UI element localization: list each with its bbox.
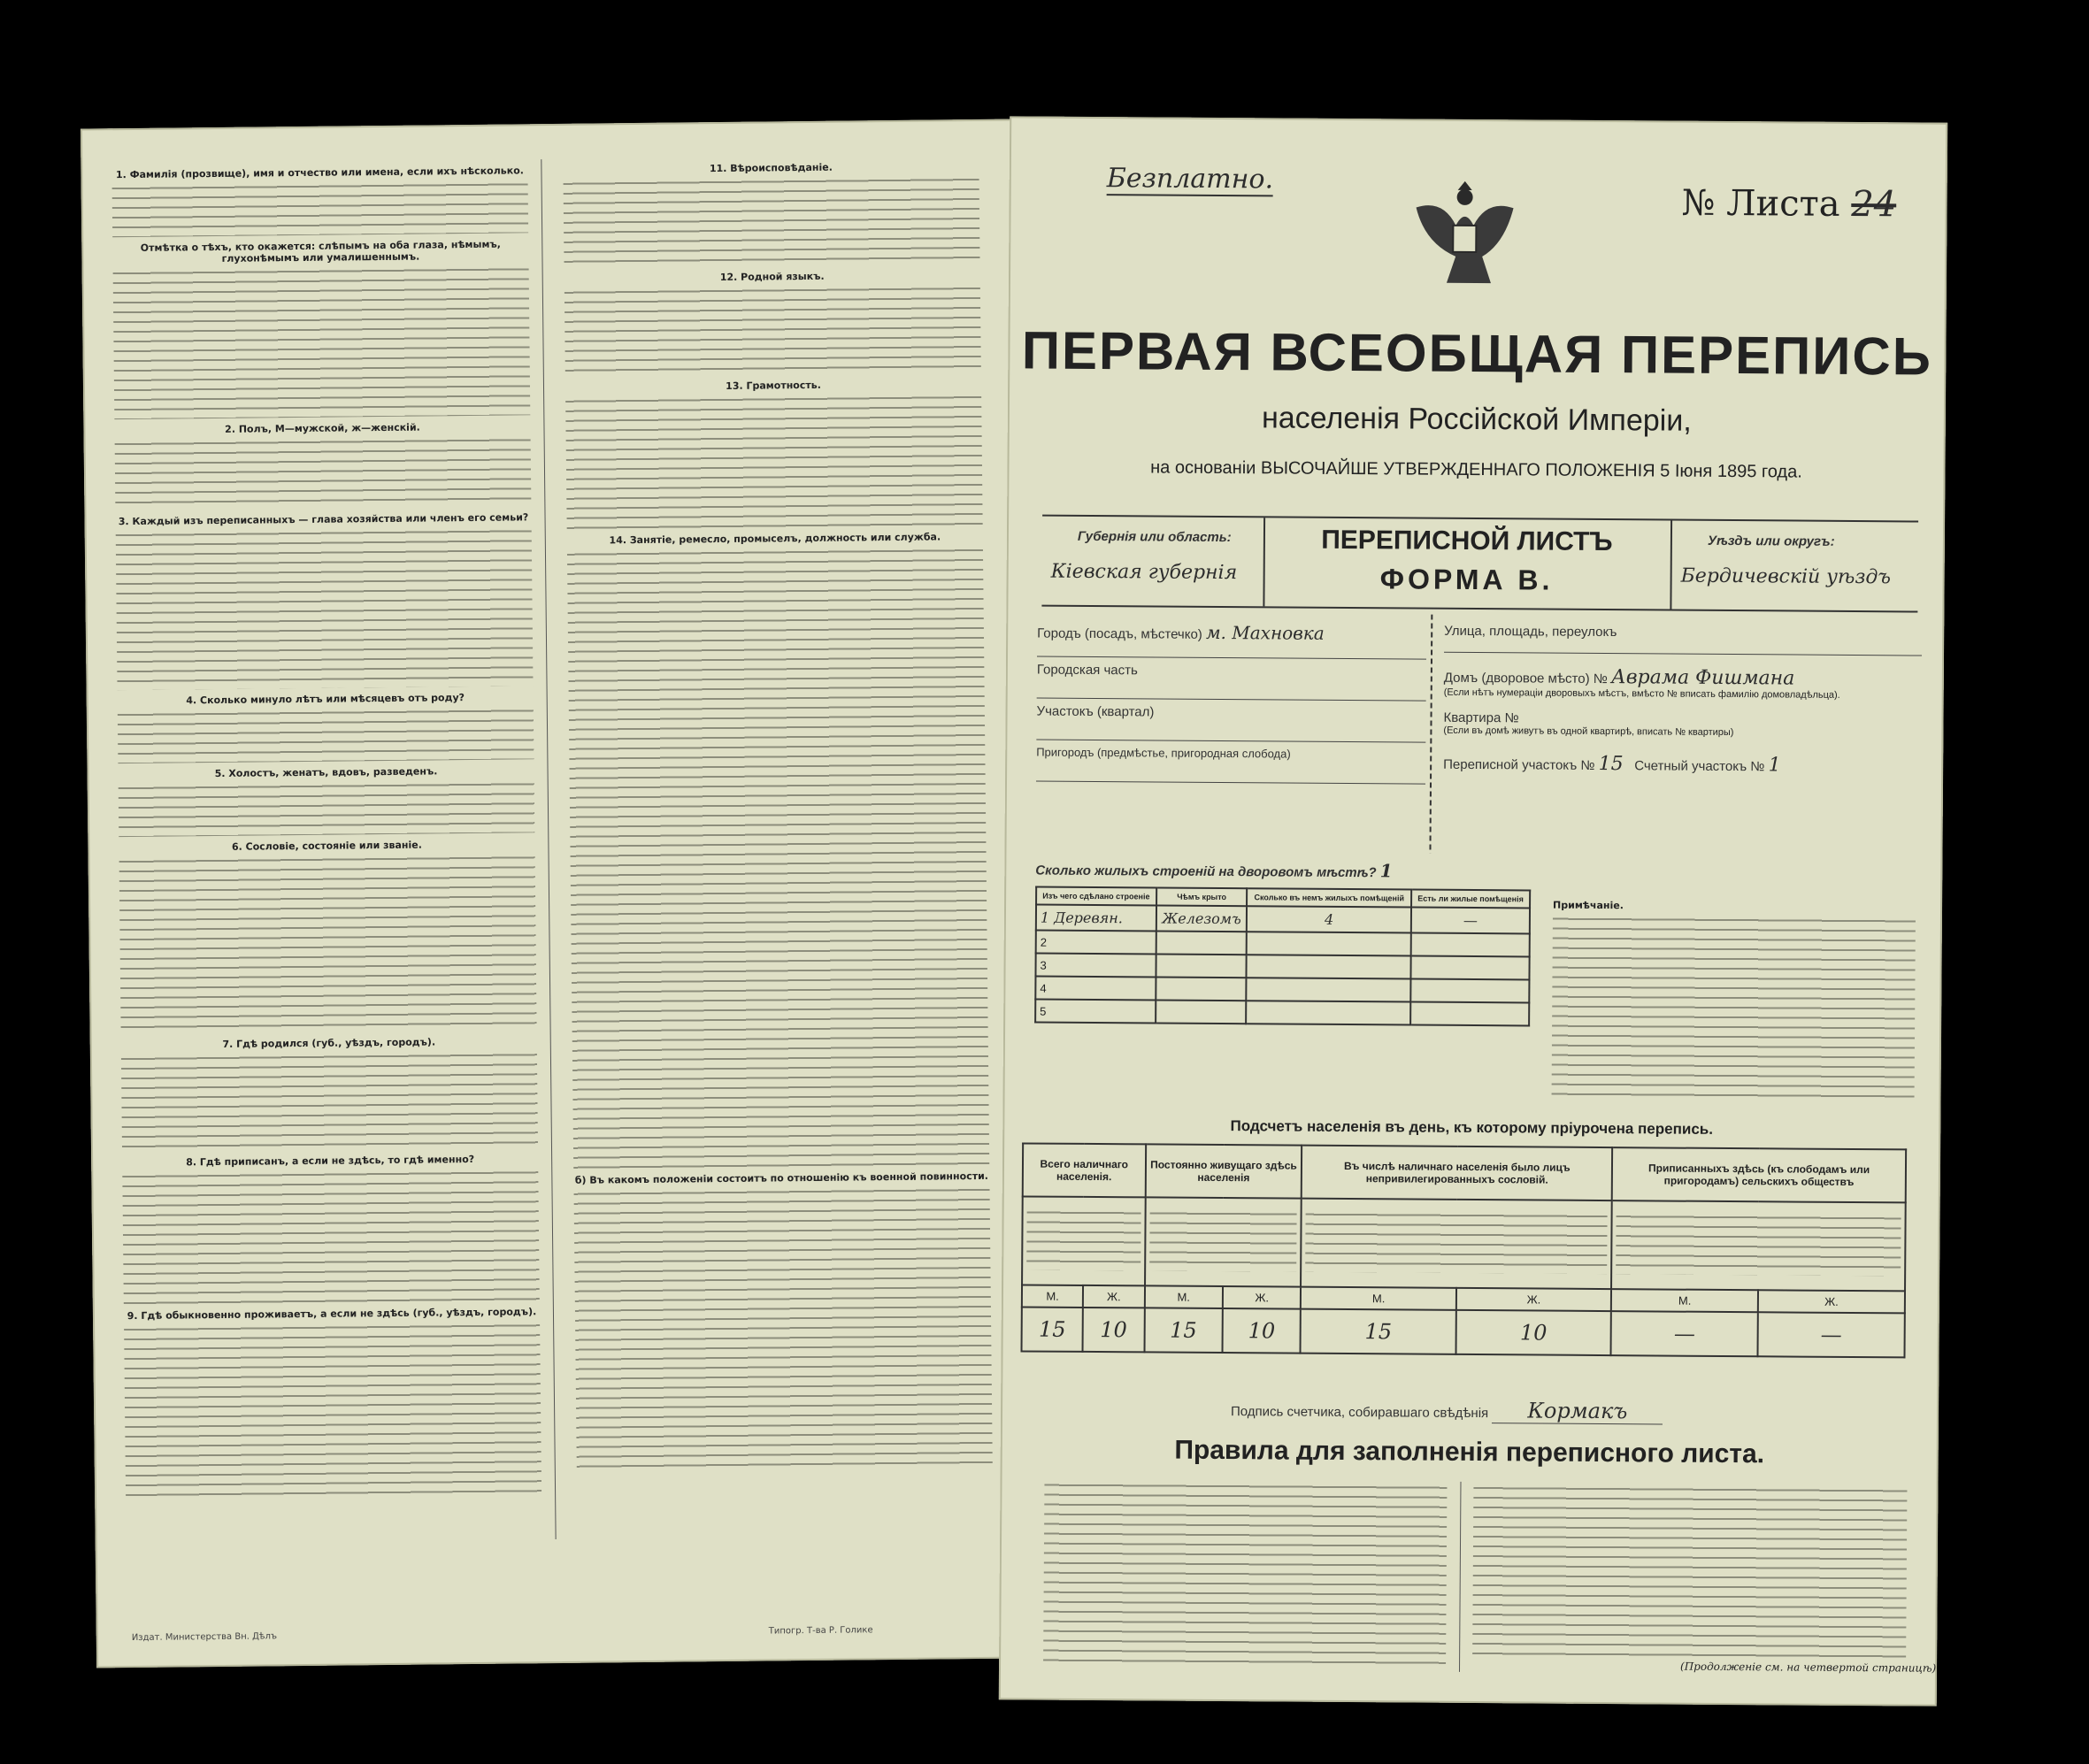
section-text-block — [564, 284, 981, 377]
pop-desc-text — [1149, 1208, 1297, 1271]
instructions-column-1 — [111, 159, 541, 1507]
apartment-note: (Если въ домѣ живутъ въ одной квартирѣ, вписать № квартиры) — [1443, 725, 1734, 739]
free-label: Безплатно. — [1106, 163, 1274, 196]
counter-signature: Кормакъ — [1492, 1398, 1663, 1424]
pop-header-resident: Постоянно живущаго здѣсь населенія — [1145, 1144, 1302, 1198]
column-divider — [541, 159, 556, 1539]
bldg-header-material: Изъ чего сдѣлано строеніе — [1036, 887, 1156, 906]
note-heading: Примѣчаніе. — [1553, 899, 1624, 912]
pop-f-label: Ж. — [1223, 1286, 1302, 1309]
section-text-block — [118, 706, 534, 763]
house-row — [1444, 665, 1922, 691]
section-heading: б) Въ какомъ положеніи состоитъ по отношенію къ военной повинности. — [574, 1170, 989, 1186]
count-area-value: 1 — [1768, 754, 1781, 777]
pop-header-non-privileged: Въ числѣ наличнаго населенія было лицъ непривилегированныхъ сословій. — [1302, 1146, 1612, 1200]
population-table — [1021, 1142, 1908, 1358]
pop-value: — — [1611, 1311, 1758, 1356]
apartment-label: Квартира № — [1443, 709, 1519, 726]
pop-desc-text — [1616, 1212, 1901, 1276]
form-title: ФОРМА В. — [1379, 563, 1554, 596]
pop-header-row — [1023, 1143, 1906, 1202]
double-eagle-emblem — [1407, 172, 1523, 296]
instructions-column-2 — [563, 155, 993, 1478]
bldg-header-rooms: Сколько въ немъ жилыхъ помѣщеній — [1247, 888, 1411, 907]
pop-m-label: М. — [1022, 1285, 1083, 1307]
list-title: ПЕРЕПИСНОЙ ЛИСТЪ — [1321, 525, 1613, 557]
rules-continued: (Продолженіе см. на четвертой страницѣ) — [1679, 1660, 1937, 1675]
city-row — [1037, 621, 1426, 660]
pop-values-row — [1022, 1307, 1905, 1357]
section-text-block — [119, 779, 535, 837]
bldg-row-num: 3 — [1035, 954, 1156, 978]
left-page — [81, 119, 1030, 1668]
bldg-header-roof: Чѣмъ крыто — [1156, 887, 1248, 906]
rules-column-1 — [1043, 1479, 1448, 1675]
house-value: Аврама Фишмана — [1610, 666, 1795, 690]
province-label: Губернія или область: — [1077, 528, 1232, 546]
document-subtitle: населенія Россійской Имперіи, — [1261, 401, 1692, 438]
section-heading: 6. Сословіе, состояніе или званіе. — [231, 839, 422, 853]
bldg-row1-rooms: 4 — [1247, 906, 1411, 932]
pop-value: 15 — [1022, 1307, 1084, 1351]
section-text-block — [119, 853, 537, 1034]
buildings-row — [1036, 931, 1530, 957]
buildings-row — [1035, 1000, 1529, 1026]
district-label: Уѣздъ или округъ: — [1707, 533, 1835, 549]
pop-header-registered: Приписанныхъ здѣсь (къ слободамъ или пригородамъ) сельскихъ обществъ — [1612, 1147, 1906, 1202]
buildings-table — [1034, 886, 1531, 1027]
province-cell — [1041, 517, 1265, 607]
footer-printer: Типогр. Т-ва Р. Голике — [768, 1625, 873, 1637]
rules-text-2 — [1472, 1484, 1907, 1659]
house-label: Домъ (дворовое мѣсто) № — [1443, 670, 1608, 687]
city-part-label: Городская часть — [1037, 663, 1426, 702]
section-text-block — [121, 1050, 538, 1152]
pop-desc-row — [1022, 1196, 1906, 1291]
section-text-block — [565, 393, 983, 530]
residential-question: Сколько жилыхъ строеній на дворовомъ мѣстѣ? — [1035, 863, 1377, 881]
rules-divider — [1459, 1482, 1462, 1672]
section-heading: 7. Гдѣ родился (губ., уѣздъ, городъ). — [222, 1036, 436, 1050]
precinct-label: Участокъ (квартал) — [1036, 704, 1425, 743]
bldg-row1-material-text: Деревян. — [1054, 909, 1124, 927]
counter-label: Подпись счетчика, собиравшаго свѣдѣнія — [1230, 1404, 1489, 1422]
house-note: (Если нѣтъ нумераціи дворовыхъ мѣстъ, вмѣсто № вписать фамилію домовладѣльца). — [1443, 686, 1840, 701]
population-count-title: Подсчетъ населенія въ день, къ которому пріурочена перепись. — [1230, 1117, 1714, 1138]
street-label: Улица, площадь, переулокъ — [1444, 624, 1922, 656]
pop-value: 10 — [1083, 1308, 1145, 1352]
province-value: Кіевская губернія — [1050, 560, 1238, 585]
rules-column-2 — [1472, 1482, 1907, 1664]
section-heading: 14. Занятіе, ремесло, промыселъ, должность или служба. — [609, 531, 941, 547]
section-text-block — [115, 435, 532, 510]
district-cell — [1670, 521, 1920, 611]
right-page — [999, 116, 1947, 1706]
section-heading: 2. Полъ, М—мужской, ж—женскій. — [225, 421, 420, 435]
section-heading: 13. Грамотность. — [726, 379, 821, 392]
section-heading: 1. Фамилія (прозвище), имя и отчество или имена, если ихъ нѣсколько. — [115, 165, 524, 181]
residential-row — [1035, 858, 1392, 882]
buildings-row — [1035, 954, 1529, 980]
address-left — [1036, 621, 1426, 785]
section-heading: Отмѣтка о тѣхъ, кто окажется: слѣпымъ на оба глаза, нѣмымъ, глухонѣмымъ или умалишеннымъ. — [140, 238, 501, 265]
section-text-block — [113, 265, 531, 419]
document-title: ПЕРВАЯ ВСЕОБЩАЯ ПЕРЕПИСЬ — [1021, 320, 1933, 387]
bldg-row1-material — [1036, 905, 1156, 932]
footer-publisher: Издат. Министерства Вн. Дѣлъ — [131, 1631, 278, 1644]
buildings-row — [1035, 977, 1529, 1003]
pop-value: 10 — [1455, 1310, 1611, 1355]
section-heading: 5. Холостъ, женатъ, вдовъ, разведенъ. — [214, 765, 438, 780]
sheet-number-label — [1681, 183, 1896, 226]
pop-desc-text — [1306, 1210, 1608, 1274]
section-text-block — [564, 175, 980, 268]
pop-value: — — [1758, 1312, 1905, 1357]
pop-value: 15 — [1301, 1309, 1456, 1354]
bldg-row-num: 4 — [1035, 977, 1156, 1001]
suburb-label: Пригородъ (предмѣстье, пригородная слобода) — [1036, 746, 1425, 785]
sheet-number-value: 24 — [1851, 183, 1897, 226]
rules-text-1 — [1043, 1481, 1447, 1669]
section-heading: 9. Гдѣ обыкновенно проживаетъ, а если не здѣсь (губ., уѣздъ, городъ). — [127, 1306, 537, 1323]
district-value: Бердичевскій уѣздъ — [1680, 564, 1892, 589]
address-divider — [1429, 615, 1432, 854]
pop-m-label: М. — [1144, 1285, 1223, 1308]
section-text-block — [122, 1168, 540, 1305]
bldg-header-living: Есть ли жилые помѣщенія — [1411, 890, 1530, 909]
section-text-block — [116, 526, 534, 690]
pop-m-label: М. — [1611, 1289, 1758, 1312]
buildings-row — [1036, 905, 1530, 934]
counter-row — [1231, 1396, 1663, 1423]
pop-m-label: М. — [1301, 1287, 1456, 1310]
section-heading: 12. Родной языкъ. — [719, 270, 825, 284]
city-label: Городъ (посадъ, мѣстечко) — [1037, 625, 1202, 642]
section-heading: 8. Гдѣ приписанъ, а если не здѣсь, то гдѣ именно? — [186, 1153, 475, 1169]
pop-f-label: Ж. — [1083, 1285, 1144, 1308]
residential-value: 1 — [1379, 860, 1393, 882]
address-right — [1443, 624, 1922, 778]
bldg-row-num: 5 — [1035, 1000, 1156, 1024]
pop-f-label: Ж. — [1456, 1288, 1612, 1311]
section-heading: 4. Сколько минуло лѣтъ или мѣсяцевъ отъ роду? — [186, 692, 465, 707]
pop-desc-text — [1026, 1208, 1141, 1270]
rules-title: Правила для заполненія переписного листа. — [1174, 1435, 1765, 1469]
census-area-value: 15 — [1598, 752, 1624, 776]
bldg-row1-living: — — [1411, 908, 1530, 934]
header-box — [1041, 515, 1918, 613]
note-text-block — [1552, 915, 1916, 1103]
pop-value: 15 — [1144, 1308, 1223, 1353]
section-text-block — [112, 180, 529, 237]
census-area-row — [1443, 752, 1921, 778]
sheet-label-text: № Листа — [1681, 182, 1840, 225]
note-block — [1551, 894, 1916, 1108]
pop-value: 10 — [1223, 1308, 1302, 1354]
section-heading: 11. Вѣроисповѣданіе. — [709, 161, 833, 175]
pop-header-present: Всего наличнаго населенія. — [1023, 1143, 1146, 1197]
section-text-block — [574, 1185, 993, 1473]
bldg-row-num: 2 — [1036, 931, 1156, 955]
census-area-label: Переписной участокъ № — [1443, 756, 1595, 773]
bldg-row1-roof: Железомъ — [1156, 905, 1247, 932]
section-heading: 3. Каждый изъ переписанныхъ — глава хозяйства или членъ его семьи? — [118, 511, 529, 528]
city-value: м. Махновка — [1205, 621, 1325, 644]
pop-f-label: Ж. — [1758, 1290, 1905, 1313]
section-text-block — [124, 1321, 541, 1502]
count-area-label: Счетный участокъ № — [1634, 758, 1765, 775]
legal-basis: на основаніи ВЫСОЧАЙШЕ УТВЕРЖДЕННАГО ПОЛОЖЕНІЯ 5 Іюня 1895 года. — [1150, 457, 1802, 482]
section-text-block — [567, 546, 989, 1170]
bldg-row1-num: 1 — [1040, 909, 1050, 926]
